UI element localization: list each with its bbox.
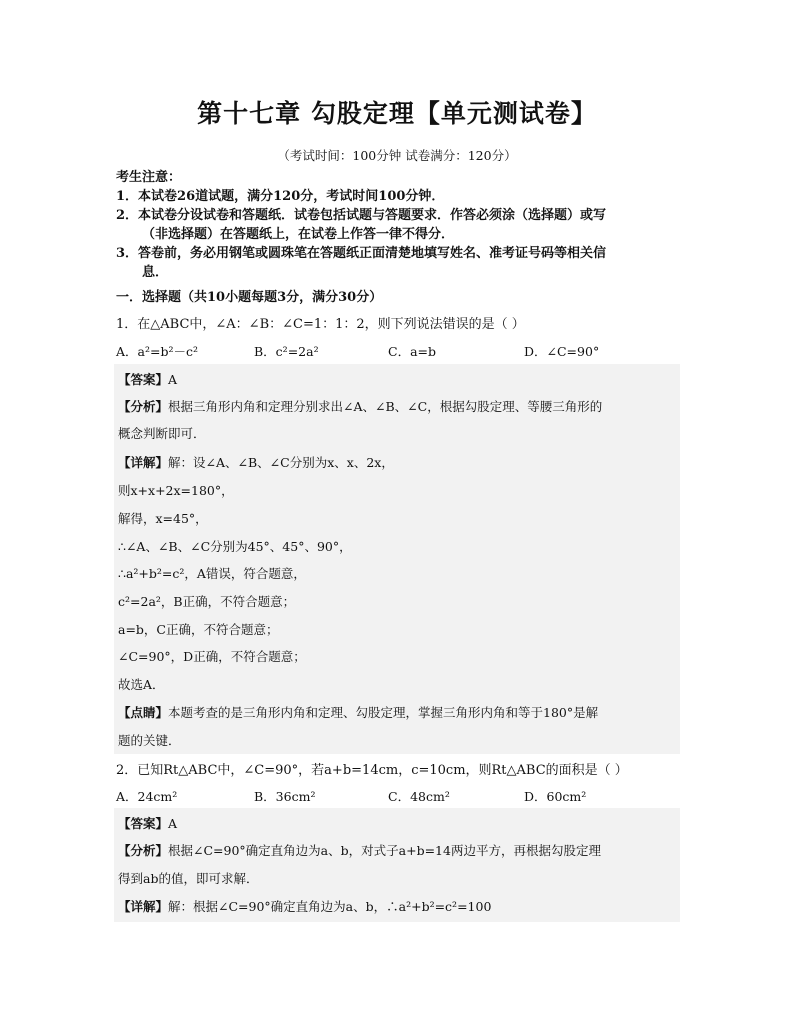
option-c: C．a=b <box>388 344 436 359</box>
analysis-text-cont: 概念判断即可． <box>118 426 206 441</box>
question-2-stem: 2．已知Rt△ABC中，∠C=90°，若a+b=14cm，c=10cm，则Rt△ABC的面积是（ ） <box>116 763 628 778</box>
option-d: D．∠C=90° <box>524 344 600 359</box>
comment-row <box>118 703 678 721</box>
option-c: C．48cm² <box>388 789 450 804</box>
question-1-stem: 1．在△ABC中，∠A：∠B：∠C=1：1：2，则下列说法错误的是（ ） <box>116 317 525 332</box>
analysis-tag: 【分析】 <box>118 399 169 414</box>
detail-line-2: 则x+x+2x=180°， <box>118 483 234 498</box>
note-3-cont: 息． <box>142 265 169 280</box>
answer-row <box>118 814 678 832</box>
answer-tag: 【答案】 <box>118 816 169 831</box>
detail-line-3: 解得，x=45°， <box>118 511 208 526</box>
answer-tag: 【答案】 <box>118 372 169 387</box>
detail-tag: 【详解】 <box>118 455 169 470</box>
detail-row <box>118 453 678 471</box>
option-a: A．24cm² <box>116 789 178 804</box>
exam-info: （考试时间：100分钟 试卷满分：120分） <box>277 148 517 163</box>
question-1-options <box>116 342 686 360</box>
note-2-cont: （非选择题）在答题纸上，在试卷上作答一律不得分． <box>142 227 455 242</box>
option-a: A．a²=b²－c² <box>116 344 198 359</box>
notes-heading: 考生注意： <box>116 170 182 185</box>
detail-row <box>118 897 678 915</box>
option-d: D．60cm² <box>524 789 587 804</box>
note-1: 1．本试卷26道试题，满分120分，考试时间100分钟． <box>116 189 445 204</box>
detail-line-8: ∠C=90°，D正确，不符合题意； <box>118 649 306 664</box>
analysis-text: 根据∠C=90°确定直角边为a、b，对式子a+b=14两边平方，再根据勾股定理 <box>168 843 601 858</box>
analysis-tag: 【分析】 <box>118 843 169 858</box>
detail-text: 解：设∠A、∠B、∠C分别为x、x、2x， <box>168 455 394 470</box>
answer-value: A <box>168 372 178 387</box>
detail-line-5: ∴a²+b²=c²，A错误，符合题意， <box>118 566 306 581</box>
question-2-options <box>116 787 686 805</box>
analysis-row <box>118 841 678 859</box>
comment-text: 本题考查的是三角形内角和定理、勾股定理，掌握三角形内角和等于180°是解 <box>168 705 599 720</box>
analysis-row <box>118 397 678 415</box>
comment-tag: 【点睛】 <box>118 705 169 720</box>
option-b: B．36cm² <box>254 789 316 804</box>
exam-notes <box>116 168 686 282</box>
question-1-solution-box <box>114 364 680 754</box>
comment-text-cont: 题的关键． <box>118 733 181 748</box>
answer-row <box>118 370 678 388</box>
detail-line-4: ∴∠A、∠B、∠C分别为45°、45°、90°， <box>118 539 352 554</box>
page-title: 第十七章 勾股定理【单元测试卷】 <box>197 99 597 128</box>
detail-tag: 【详解】 <box>118 899 169 914</box>
note-2: 2．本试卷分设试卷和答题纸．试卷包括试题与答题要求．作答必须涂（选择题）或写 <box>116 208 607 223</box>
detail-text: 解：根据∠C=90°确定直角边为a、b，∴a²+b²=c²=100 <box>168 899 492 914</box>
option-b: B．c²=2a² <box>254 344 319 359</box>
detail-line-9: 故选A． <box>118 677 165 692</box>
detail-line-6: c²=2a²，B正确，不符合题意； <box>118 594 296 609</box>
analysis-text-cont: 得到ab的值，即可求解． <box>118 871 259 886</box>
note-3: 3．答卷前，务必用钢笔或圆珠笔在答题纸正面清楚地填写姓名、准考证号码等相关信 <box>116 246 607 261</box>
answer-value: A <box>168 816 178 831</box>
analysis-text: 根据三角形内角和定理分别求出∠A、∠B、∠C，根据勾股定理、等腰三角形的 <box>168 399 603 414</box>
section-heading: 一．选择题（共10小题每题3分，满分30分） <box>116 290 383 305</box>
detail-line-7: a=b，C正确，不符合题意； <box>118 622 279 637</box>
